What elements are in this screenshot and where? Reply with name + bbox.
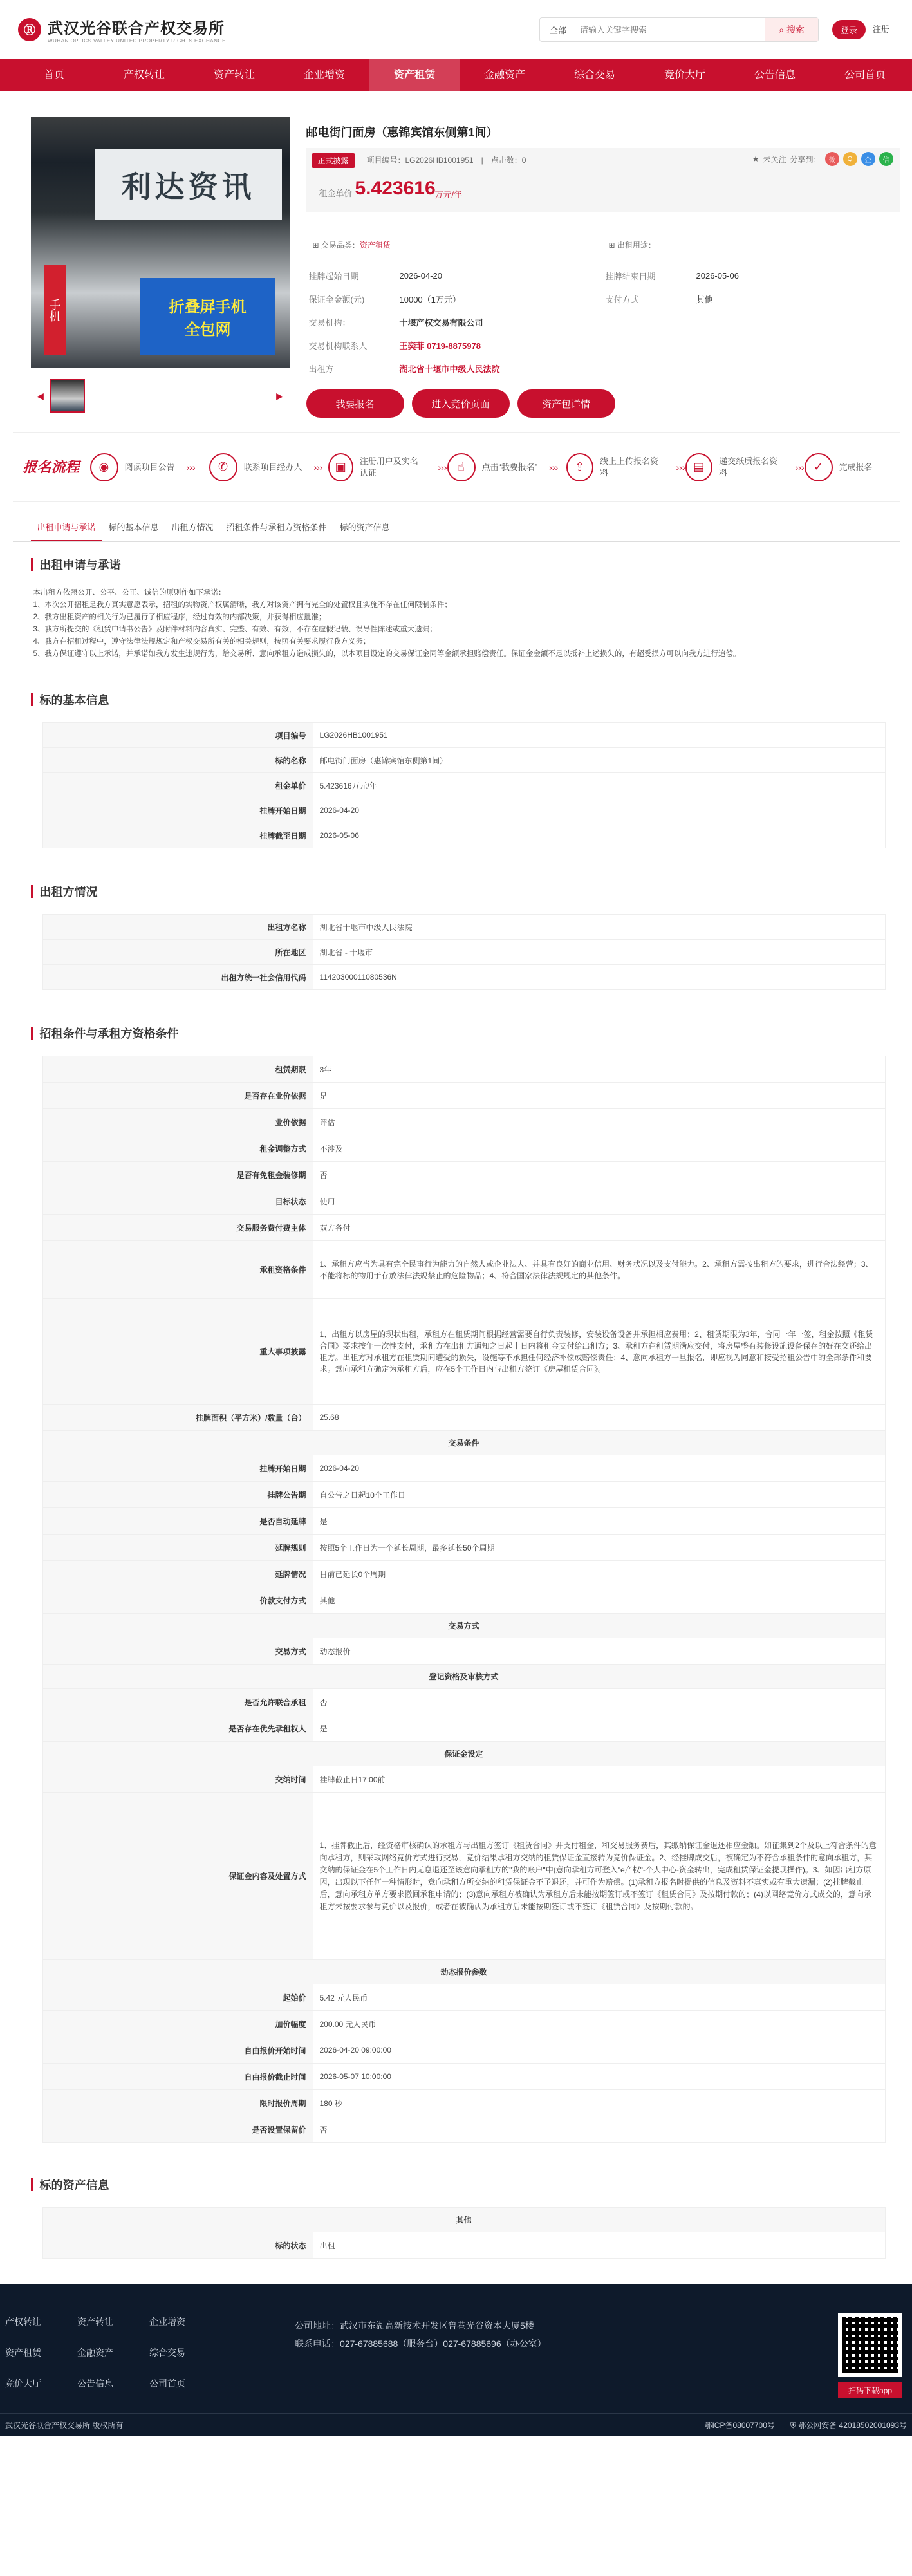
table-row bbox=[42, 940, 885, 965]
table-value: 200.00 元人民币 bbox=[313, 2011, 885, 2037]
nav-item-lease[interactable]: 资产租赁 bbox=[369, 59, 460, 91]
table-value: 11420300011080536N bbox=[313, 965, 885, 990]
nav-item-home[interactable]: 首页 bbox=[43, 70, 64, 80]
table-row bbox=[42, 1135, 885, 1162]
share-wechat-icon[interactable]: 信 bbox=[879, 152, 893, 166]
table-value: 是 bbox=[313, 1715, 885, 1742]
table-key: 挂牌截至日期 bbox=[42, 823, 313, 848]
flow-step-label: 递交纸质报名资料 bbox=[719, 456, 778, 478]
category-label: 交易品类： bbox=[321, 240, 360, 250]
table-row bbox=[42, 1083, 885, 1109]
detail-tabs bbox=[13, 502, 900, 542]
flow-step-label: 完成报名 bbox=[839, 462, 873, 472]
section-heading: 招租条件与承租方资格条件 bbox=[31, 1011, 882, 1056]
table-value: 否 bbox=[313, 1162, 885, 1188]
table-value: 自公告之日起10个工作日 bbox=[313, 1482, 885, 1508]
site-footer bbox=[0, 2284, 912, 2436]
section-heading: 标的资产信息 bbox=[31, 2162, 882, 2207]
phone-icon: ✆ bbox=[209, 453, 237, 481]
flow-step-label: 阅读项目公告 bbox=[124, 462, 175, 472]
table-key: 目标状态 bbox=[42, 1188, 313, 1215]
table-value: 1、出租方以房屋的现状出租，承租方在租赁期间根据经营需要自行负责装修，安装设备设备并承担相应费用；2、租赁期限为3年，合同一年一签，租金按照《租赁合同》要求按年一次性支付，承租方在出租方通知之日起十日内将租金支付给出租方；3、承租方在租赁期满应交付，将房屋整有装修设施设备保存的好在交还给出租方。出租方对承租方在租赁期间遭受的损失，设施等不承担任何经济补偿或赔偿责任；4、意向承租方一旦报名，即应视为同意和接受招租公告中的全部条件和要求。意向承租方确定为承租方后，应在5个工作日内与出租方签订《房屋租赁合同》。 bbox=[313, 1299, 885, 1405]
table-key: 是否存在优先承租权人 bbox=[42, 1715, 313, 1742]
table-key: 业价依据 bbox=[42, 1109, 313, 1135]
table-group-heading: 保证金设定 bbox=[42, 1742, 885, 1766]
icp-link[interactable]: 鄂ICP备08007700号 bbox=[704, 2421, 775, 2430]
click-hand-icon: ☝ bbox=[447, 453, 476, 481]
field-row bbox=[306, 310, 900, 333]
tab-basic-info[interactable]: 标的基本信息 bbox=[108, 523, 159, 532]
enter-auction-button[interactable]: 进入竞价页面 bbox=[412, 389, 510, 418]
table-key: 保证金内容及处置方式 bbox=[42, 1793, 313, 1960]
nav-item-finance[interactable]: 金融资产 bbox=[483, 70, 525, 80]
flow-title: 报名流程 bbox=[23, 458, 80, 475]
table-group-heading: 交易条件 bbox=[42, 1431, 885, 1455]
basic-section bbox=[13, 677, 900, 848]
table-value: 湖北省 - 十堰市 bbox=[313, 940, 885, 965]
id-card-icon: ▣ bbox=[328, 453, 353, 481]
price-unit: 万元/年 bbox=[434, 190, 463, 200]
table-key: 挂牌开始日期 bbox=[42, 1455, 313, 1482]
storefront-sign: 利达资讯 bbox=[95, 149, 282, 220]
share-qzone-icon[interactable]: Q bbox=[843, 152, 857, 166]
lessor-table bbox=[42, 914, 886, 990]
field-value: 其他 bbox=[696, 294, 713, 304]
table-row bbox=[42, 748, 885, 773]
upload-icon: ⇪ bbox=[566, 453, 594, 481]
field-label: 支付方式 bbox=[605, 294, 639, 304]
arrow-right-icon: ››› bbox=[186, 462, 196, 472]
contact-person: 王奕菲 0719-8875978 bbox=[399, 341, 481, 351]
flow-step bbox=[805, 453, 882, 481]
table-value: 按照5个工作日为一个延长周期，最多延长50个周期 bbox=[313, 1535, 885, 1561]
table-value: 1、挂牌截止后，经资格审核确认的承租方与出租方签订《租赁合同》并支付租金，和交易服务费后，其缴纳保证金退还相应金额。如征集到2个及以上符合条件的意向承租方，则采取网络竞价方式进行交易，竞价结果承租方交纳的租赁保证金直接转为竞价保证金。2、经挂牌成交后，被确定为不符合承租条件的意向承租方，其交纳的保证金在5个工作日内无息退还至该意向承租方的"我的账户"中(意向承租方可登入"e产权"-个人中心-资金转出，完成租赁保证金提现操作)。3、如因出租方原因，出现以下任何一种情形时，意向承租方所交纳的租赁保证金不予退还，并可作为赔偿。(1)承租方报名时提供的信息及资料不真实或有重大遗漏；(2)挂牌截止后，意向承租方单方要求撤回承租申请的；(3)意向承租方被确认为承租方后未能按期签订或不签订《租赁合同》及按期付款的；(4)以网络竞价方式成交的，意向承租方未按要求参与竞价以及报价，或者在被确认为承租方后未能按期签订或不签订《租赁合同》及按期付款的。 bbox=[313, 1793, 885, 1960]
eye-icon: ◉ bbox=[90, 453, 118, 481]
nav-item-capital[interactable]: 企业增资 bbox=[303, 70, 345, 80]
table-key: 承租资格条件 bbox=[42, 1241, 313, 1299]
tab-conditions[interactable]: 招租条件与承租方资格条件 bbox=[226, 523, 327, 532]
nav-item-asset-transfer[interactable]: 资产转让 bbox=[213, 70, 255, 80]
promise-line: 2、我方出租资产的相关行为已履行了相应程序，经过有效的内部决策，并获得相应批准； bbox=[33, 613, 326, 621]
logo-text: 武汉光谷联合产权交易所 bbox=[48, 20, 225, 37]
storefront-banner: 手机 bbox=[44, 265, 66, 355]
app-qr-code bbox=[838, 2313, 902, 2377]
share-label: 分享到： bbox=[790, 154, 821, 164]
share-weibo-icon[interactable]: 微 bbox=[825, 152, 839, 166]
table-row bbox=[42, 1587, 885, 1614]
conditions-section bbox=[13, 1011, 900, 2143]
table-row bbox=[42, 1638, 885, 1665]
table-key: 限时报价周期 bbox=[42, 2090, 313, 2116]
table-key: 交纳时间 bbox=[42, 1766, 313, 1793]
footer-link[interactable]: 企业增资 bbox=[149, 2317, 185, 2327]
arrow-right-icon: ››› bbox=[795, 462, 805, 472]
promise-text bbox=[31, 587, 882, 660]
footer-address: 公司地址：武汉市东湖高新技术开发区鲁巷光谷资本大厦5楼 bbox=[295, 2320, 534, 2331]
footer-link[interactable]: 竞价大厅 bbox=[5, 2378, 41, 2389]
table-row bbox=[42, 1109, 885, 1135]
flow-step bbox=[566, 453, 685, 481]
table-row bbox=[42, 965, 885, 990]
copyright: 武汉光谷联合产权交易所 版权所有 bbox=[5, 2421, 124, 2430]
table-row bbox=[42, 2011, 885, 2037]
table-value: 180 秒 bbox=[313, 2090, 885, 2116]
table-key: 起始价 bbox=[42, 1984, 313, 2011]
table-row bbox=[42, 1984, 885, 2011]
share-qq-icon[interactable]: 企 bbox=[861, 152, 875, 166]
arrow-right-icon: ››› bbox=[438, 462, 447, 472]
table-row bbox=[42, 1056, 885, 1083]
table-key: 挂牌公告期 bbox=[42, 1482, 313, 1508]
table-value: 湖北省十堰市中级人民法院 bbox=[313, 915, 885, 940]
table-key: 重大事项披露 bbox=[42, 1299, 313, 1405]
site-logo[interactable] bbox=[18, 15, 226, 44]
thumb-next-icon[interactable]: ▶ bbox=[276, 390, 283, 401]
arrow-right-icon: ››› bbox=[676, 462, 685, 472]
section-heading: 出租方情况 bbox=[31, 869, 882, 914]
search-button[interactable] bbox=[765, 18, 818, 41]
flow-step-label: 点击“我要报名” bbox=[481, 462, 538, 472]
table-value: 其他 bbox=[313, 1587, 885, 1614]
nav-item-company[interactable]: 公司首页 bbox=[844, 70, 886, 80]
field-value: 2026-05-06 bbox=[696, 270, 739, 281]
footer-bottom bbox=[0, 2413, 912, 2436]
search-icon: ⌕ bbox=[779, 24, 784, 35]
qr-caption: 扫码下载app bbox=[838, 2382, 902, 2398]
flow-step bbox=[209, 453, 328, 481]
table-value: 2026-04-20 09:00:00 bbox=[313, 2037, 885, 2064]
promise-section bbox=[13, 542, 900, 660]
field-label: 交易机构联系人 bbox=[308, 341, 368, 351]
table-key: 交易服务费付费主体 bbox=[42, 1215, 313, 1241]
table-value: 2026-04-20 bbox=[313, 1455, 885, 1482]
table-group-heading: 其他 bbox=[42, 2208, 885, 2232]
table-group-heading: 动态报价参数 bbox=[42, 1960, 885, 1984]
arrow-right-icon: ››› bbox=[549, 462, 559, 472]
table-key: 是否有免租金装修期 bbox=[42, 1162, 313, 1188]
exchange-name: 十堰产权交易有限公司 bbox=[399, 317, 483, 328]
section-heading: 出租申请与承诺 bbox=[31, 542, 882, 587]
field-label: 挂牌起始日期 bbox=[308, 271, 359, 281]
table-group-row bbox=[42, 1665, 885, 1689]
promise-line: 4、我方在招租过程中，遵守法律法规规定和产权交易所有关的相关规则，按照有关要求履行我方义务； bbox=[33, 638, 371, 646]
field-row bbox=[306, 287, 900, 310]
table-value: 5.42 元人民币 bbox=[313, 1984, 885, 2011]
field-row bbox=[306, 333, 900, 357]
login-button[interactable]: 登录 bbox=[832, 20, 866, 39]
field-value: 2026-04-20 bbox=[399, 270, 442, 281]
table-value: 目前已延长0个周期 bbox=[313, 1561, 885, 1587]
price-value: 5.423616 bbox=[355, 178, 436, 199]
thumbnail-strip bbox=[31, 378, 290, 414]
table-row bbox=[42, 1535, 885, 1561]
table-row bbox=[42, 1241, 885, 1299]
search-button-label: 搜索 bbox=[786, 24, 805, 35]
table-key: 加价幅度 bbox=[42, 2011, 313, 2037]
table-row bbox=[42, 1508, 885, 1535]
project-number-text: 项目编号：LG2026HB1001951 bbox=[366, 156, 474, 165]
table-row bbox=[42, 2116, 885, 2143]
table-row bbox=[42, 1405, 885, 1431]
nav-item-notices[interactable]: 公告信息 bbox=[754, 70, 796, 80]
table-row bbox=[42, 1482, 885, 1508]
asset-package-button[interactable]: 资产包详情 bbox=[517, 389, 615, 418]
police-badge-icon: ⛨ 鄂公网安备 42018502001093号 bbox=[790, 2421, 907, 2430]
table-row bbox=[42, 2064, 885, 2090]
table-key: 所在地区 bbox=[42, 940, 313, 965]
table-row bbox=[42, 1766, 885, 1793]
lessor-section bbox=[13, 869, 900, 990]
category-cell: ⊞ 交易品类：资产租赁 bbox=[312, 240, 391, 250]
table-key: 挂牌面积（平方米）/数量（台） bbox=[42, 1405, 313, 1431]
thumb-prev-icon[interactable]: ◀ bbox=[37, 390, 44, 401]
table-row bbox=[42, 2232, 885, 2259]
footer-link[interactable]: 公司首页 bbox=[149, 2378, 185, 2389]
footer-phone: 联系电话：027-67885688（服务台）027-67885696（办公室） bbox=[295, 2338, 546, 2349]
project-title: 邮电街门面房（惠锦宾馆东侧第1间） bbox=[306, 126, 498, 139]
table-row bbox=[42, 915, 885, 940]
table-key: 项目编号 bbox=[42, 723, 313, 748]
footer-link[interactable]: 综合交易 bbox=[149, 2347, 185, 2358]
table-row bbox=[42, 1188, 885, 1215]
flow-step-label: 联系项目经办人 bbox=[243, 462, 302, 472]
table-value: 动态报价 bbox=[313, 1638, 885, 1665]
table-key: 自由报价开始时间 bbox=[42, 2037, 313, 2064]
table-group-row bbox=[42, 2208, 885, 2232]
table-value: 是 bbox=[313, 1508, 885, 1535]
table-value: 1、承租方应当为具有完全民事行为能力的自然人或企业法人、并具有良好的商业信用、财务状况以及支付能力。2、承租方需按出租方的要求，进行合法经营；3、不能将标的物用于存放法律法规禁止的危险物品；4、符合国家法律法规规定的其他条件。 bbox=[313, 1241, 885, 1299]
footer-link[interactable]: 资产转让 bbox=[77, 2317, 113, 2327]
table-row bbox=[42, 1689, 885, 1715]
beian-link[interactable]: 鄂公网安备 42018502001093号 bbox=[798, 2421, 907, 2430]
lessor-name: 湖北省十堰市中级人民法院 bbox=[399, 364, 500, 374]
table-row bbox=[42, 723, 885, 748]
flow-step bbox=[90, 453, 209, 481]
favorite-label[interactable]: 未关注 bbox=[763, 154, 786, 164]
field-row bbox=[306, 357, 900, 380]
tab-lessor[interactable]: 出租方情况 bbox=[171, 523, 214, 532]
table-value: 2026-04-20 bbox=[313, 798, 885, 823]
use-cell: ⊞ 出租用途： bbox=[608, 240, 656, 250]
status-badge: 正式披露 bbox=[312, 153, 355, 168]
field-label: 挂牌结束日期 bbox=[605, 271, 656, 281]
promise-line: 5、我方保证遵守以上承诺，并承诺如我方发生违规行为，给交易所、意向承租方造成损失的，以本项目设定的交易保证金同等金额承担赔偿责任。保证金金额不足以抵补上述损失的，有超受损方可以向我方进行追偿。 bbox=[33, 650, 741, 658]
table-value: 挂牌截止日17:00前 bbox=[313, 1766, 885, 1793]
flow-step bbox=[447, 453, 566, 481]
table-value: 双方各付 bbox=[313, 1215, 885, 1241]
search-input[interactable] bbox=[576, 18, 765, 41]
promise-line: 1、本次公开招租是我方真实意愿表示，招租的实物资产权属清晰，我方对该资产拥有完全的处置权且实施不存在任何限制条件； bbox=[33, 601, 452, 609]
table-value: 3年 bbox=[313, 1056, 885, 1083]
nav-item-equity[interactable]: 产权转让 bbox=[123, 70, 165, 80]
table-row bbox=[42, 1162, 885, 1188]
thumbnail[interactable] bbox=[50, 379, 85, 413]
table-key: 标的状态 bbox=[42, 2232, 313, 2259]
asset-section bbox=[13, 2162, 900, 2259]
conditions-table bbox=[42, 1056, 886, 2143]
table-row bbox=[42, 1215, 885, 1241]
table-key: 租金单价 bbox=[42, 773, 313, 798]
storefront-poster: 折叠屏手机 全包网 bbox=[140, 278, 275, 355]
use-label: 出租用途： bbox=[617, 240, 656, 250]
footer-links bbox=[5, 2315, 221, 2390]
table-key: 是否存在业价依据 bbox=[42, 1083, 313, 1109]
table-value: 2026-05-07 10:00:00 bbox=[313, 2064, 885, 2090]
table-value: 不涉及 bbox=[313, 1135, 885, 1162]
registration-flow bbox=[13, 433, 900, 502]
document-icon: ▤ bbox=[685, 453, 713, 481]
logo-emblem-icon: Ⓡ bbox=[18, 18, 41, 41]
table-key: 标的名称 bbox=[42, 748, 313, 773]
promise-line: 3、我方所提交的《租赁申请书公告》及附件材料内容真实、完整、有效、有效，不存在虚假记载、误导性陈述或重大遗漏； bbox=[33, 626, 437, 633]
table-row bbox=[42, 798, 885, 823]
table-row bbox=[42, 2090, 885, 2116]
field-label: 保证金金额(元) bbox=[308, 294, 365, 304]
flow-step bbox=[685, 453, 805, 481]
table-key: 是否设置保留价 bbox=[42, 2116, 313, 2143]
table-group-row bbox=[42, 1960, 885, 1984]
action-buttons bbox=[306, 389, 615, 418]
table-key: 延牌情况 bbox=[42, 1561, 313, 1587]
category-row bbox=[306, 232, 900, 257]
table-value: 邮电街门面房（惠锦宾馆东侧第1间） bbox=[313, 748, 885, 773]
table-row bbox=[42, 1715, 885, 1742]
price-label: 租金单价 bbox=[319, 189, 353, 198]
table-key: 挂牌开始日期 bbox=[42, 798, 313, 823]
section-heading: 标的基本信息 bbox=[31, 677, 882, 722]
search-scope-select[interactable]: 全部 bbox=[549, 25, 566, 35]
nav-item-auction[interactable]: 竞价大厅 bbox=[664, 70, 705, 80]
project-fields bbox=[306, 264, 900, 380]
table-key: 是否自动延牌 bbox=[42, 1508, 313, 1535]
search-bar bbox=[539, 17, 819, 42]
flow-step-label: 注册用户及实名认证 bbox=[359, 456, 418, 478]
main-nav bbox=[0, 59, 912, 91]
table-key: 交易方式 bbox=[42, 1638, 313, 1665]
table-value: 2026-05-06 bbox=[313, 823, 885, 848]
table-row bbox=[42, 773, 885, 798]
table-key: 出租方名称 bbox=[42, 915, 313, 940]
table-key: 是否允许联合承租 bbox=[42, 1689, 313, 1715]
flow-step-label: 线上上传报名资料 bbox=[600, 456, 659, 478]
field-label: 出租方 bbox=[308, 364, 334, 374]
arrow-right-icon: ››› bbox=[313, 462, 323, 472]
project-detail bbox=[13, 91, 900, 433]
tab-asset-info[interactable]: 标的资产信息 bbox=[339, 523, 390, 532]
table-group-row bbox=[42, 1431, 885, 1455]
table-key: 租赁期限 bbox=[42, 1056, 313, 1083]
flow-step bbox=[328, 453, 447, 481]
table-value: 使用 bbox=[313, 1188, 885, 1215]
table-value: 否 bbox=[313, 2116, 885, 2143]
price-panel bbox=[306, 148, 900, 212]
field-row bbox=[306, 264, 900, 287]
table-row bbox=[42, 1793, 885, 1960]
nav-item-general[interactable]: 综合交易 bbox=[573, 70, 615, 80]
table-value: 5.423616万元/年 bbox=[313, 773, 885, 798]
project-main-image bbox=[31, 117, 290, 368]
table-key: 自由报价截止时间 bbox=[42, 2064, 313, 2090]
table-group-heading: 交易方式 bbox=[42, 1614, 885, 1638]
footer-contact bbox=[295, 2317, 546, 2353]
table-value: 评估 bbox=[313, 1109, 885, 1135]
favorite-icon[interactable]: ★ bbox=[752, 154, 759, 163]
project-number: 项目编号：LG2026HB1001951 | 点击数：0 bbox=[366, 156, 526, 165]
logo-subtext: WUHAN OPTICS VALLEY UNITED PROPERTY RIGHTS EXCHANGE bbox=[48, 38, 226, 44]
table-row bbox=[42, 1299, 885, 1405]
footer-link[interactable]: 公告信息 bbox=[77, 2378, 113, 2389]
basic-table bbox=[42, 722, 886, 848]
click-count: 点击数：0 bbox=[490, 156, 526, 165]
top-header bbox=[0, 0, 912, 59]
table-group-heading: 登记资格及审核方式 bbox=[42, 1665, 885, 1689]
table-key: 价款支付方式 bbox=[42, 1587, 313, 1614]
footer-link[interactable]: 金融资产 bbox=[77, 2347, 113, 2358]
table-row bbox=[42, 1561, 885, 1587]
table-key: 出租方统一社会信用代码 bbox=[42, 965, 313, 990]
table-value: LG2026HB1001951 bbox=[313, 723, 885, 748]
apply-button[interactable]: 我要报名 bbox=[306, 389, 404, 418]
table-group-row bbox=[42, 1614, 885, 1638]
table-value: 25.68 bbox=[313, 1405, 885, 1431]
footer-link[interactable]: 产权转让 bbox=[5, 2317, 41, 2327]
field-value: 10000（1万元） bbox=[399, 294, 461, 304]
table-row bbox=[42, 2037, 885, 2064]
table-group-row bbox=[42, 1742, 885, 1766]
table-value: 否 bbox=[313, 1689, 885, 1715]
promise-line: 本出租方依照公开、公平、公正、诚信的原则作如下承诺： bbox=[33, 589, 226, 597]
register-link[interactable]: 注册 bbox=[873, 24, 890, 34]
table-value: 是 bbox=[313, 1083, 885, 1109]
table-row bbox=[42, 823, 885, 848]
asset-table bbox=[42, 2207, 886, 2259]
check-icon: ✓ bbox=[805, 453, 833, 481]
share-bar bbox=[752, 152, 893, 166]
table-key: 延牌规则 bbox=[42, 1535, 313, 1561]
tab-application[interactable]: 出租申请与承诺 bbox=[31, 515, 102, 541]
category-value: 资产租赁 bbox=[359, 240, 391, 250]
footer-link[interactable]: 资产租赁 bbox=[5, 2347, 41, 2358]
table-row bbox=[42, 1455, 885, 1482]
table-value: 出租 bbox=[313, 2232, 885, 2259]
field-label: 交易机构： bbox=[308, 317, 351, 328]
table-key: 租金调整方式 bbox=[42, 1135, 313, 1162]
